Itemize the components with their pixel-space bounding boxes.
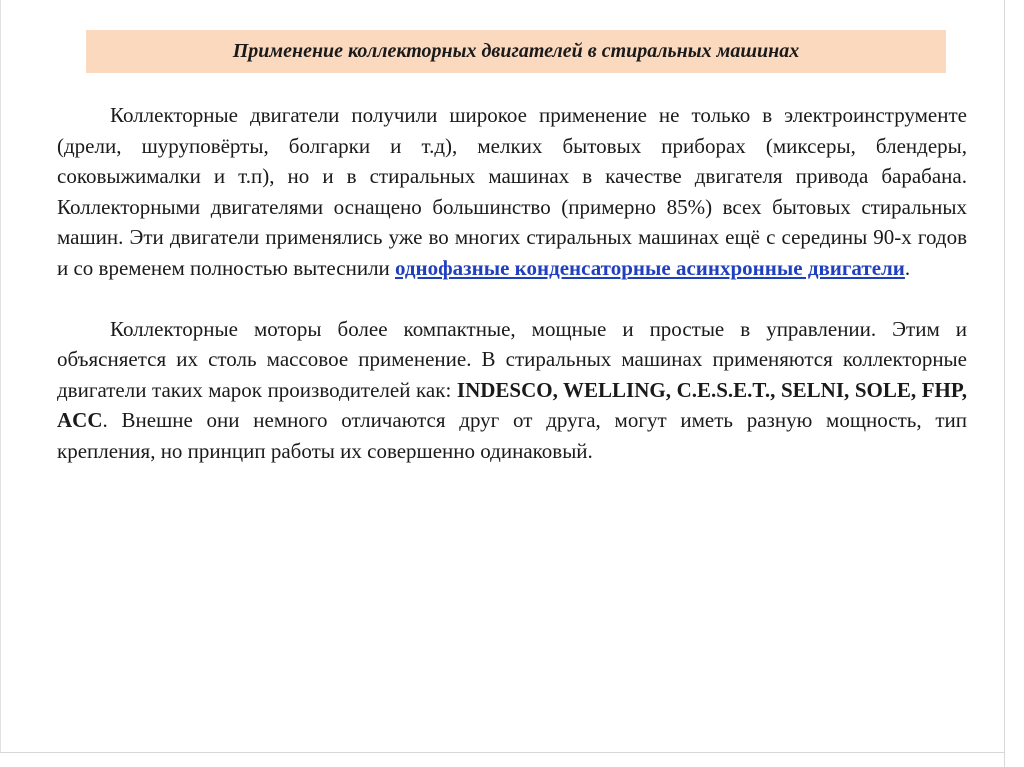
frame-left-edge — [0, 0, 1, 767]
paragraph-2-end: . Внешне они немного отличаются друг от друга, могут иметь разную мощность, тип крепления, но принцип работы их совершенно одинаковый. — [57, 408, 967, 463]
brand-list: INDESCO, WELLING, C.E.S.E.T., SELNI, SOLE, FHP, ACC — [57, 377, 967, 432]
paragraph-1 — [57, 100, 967, 283]
paragraph-2 — [57, 314, 967, 467]
page-title: Применение коллекторных двигателей в стиральных машинах — [232, 40, 800, 62]
frame-bottom-edge — [0, 752, 1004, 767]
paragraph-1-end: . — [904, 255, 911, 280]
paragraph-2-text: Коллекторные моторы более компактные, мощные и простые в управлении. Этим и объясняется их столь массовое применение. В стиральных машинах применяются коллекторные двигатели таких марок производителей как: — [57, 316, 967, 402]
paragraph-1-text: Коллекторные двигатели получили широкое применение не только в электроинструменте (дрели, шуруповёрты, болгарки и т.д), мелких бытовых приборах (миксеры, блендеры, соковыжималки и т.п), но и в стиральных машинах в качестве двигателя привода барабана. Коллекторными двигателями оснащено большинство (примерно 85%) всех бытовых стиральных машин. Эти двигатели применялись уже во многих стиральных машинах ещё с середины 90-х годов и со временем полностью вытеснили — [57, 103, 967, 280]
body-text — [57, 100, 967, 466]
single-phase-motors-link[interactable]: однофазные конденсаторные асинхронные двигатели — [395, 255, 905, 280]
title-banner — [86, 30, 946, 73]
frame-right-edge — [1004, 0, 1024, 767]
